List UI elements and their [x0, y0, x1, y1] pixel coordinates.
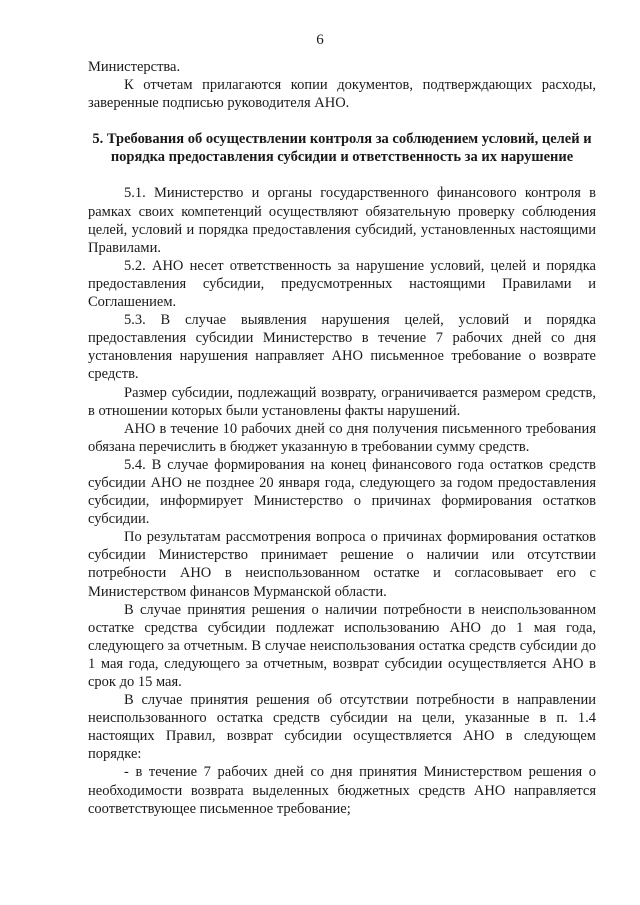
page-number: 6: [316, 32, 324, 48]
paragraph: По результатам рассмотрения вопроса о причинах формирования остатков субсидии Министерство принимает решение о наличии или отсутствии потребности АНО в неиспользованном остатке и согласовывает его с Министерством финансов Мурманской области.: [88, 529, 596, 600]
paragraph: Размер субсидии, подлежащий возврату, ограничивается размером средств, в отношении которых были установлены факты нарушений.: [88, 384, 596, 419]
paragraph: Министерства.: [88, 59, 181, 75]
document-body: [88, 58, 596, 818]
paragraph: К отчетам прилагаются копии документов, подтверждающих расходы, заверенные подписью руководителя АНО.: [88, 77, 596, 112]
paragraph-5-1: 5.1. Министерство и органы государственного финансового контроля в рамках своих компетенций осуществляют обязательную проверку соблюдения целей, условий и порядка предоставления субсидий, установленных настоящими Правилами.: [88, 185, 596, 256]
paragraph-5-3: 5.3. В случае выявления нарушения целей, условий и порядка предоставления субсидии Министерство в течение 7 рабочих дней со дня установления нарушения направляет АНО письменное требование о возврате средств.: [88, 312, 596, 383]
paragraph: В случае принятия решения об отсутствии потребности в направлении неиспользованного остатка средств субсидии на цели, указанные в п. 1.4 настоящих Правил, возврат субсидии осуществляется АНО в следующем порядке:: [88, 692, 596, 763]
section-title: 5. Требования об осуществлении контроля за соблюдением условий, целей и порядка предоставления субсидии и ответственность за их нарушение: [92, 131, 592, 166]
list-item: - в течение 7 рабочих дней со дня принятия Министерством решения о необходимости возврата выделенных бюджетных средств АНО направляется соответствующее письменное требование;: [88, 764, 596, 817]
paragraph: В случае принятия решения о наличии потребности в неиспользованном остатке средства субсидии подлежат использованию АНО до 1 мая года, следующего за отчетным. В случае неиспользования остатка средств субсидии до 1 мая года, следующего за отчетным, возврат субсидии осуществляется АНО в срок до 15 мая.: [88, 601, 596, 690]
paragraph: АНО в течение 10 рабочих дней со дня получения письменного требования обязана перечислить в бюджет указанную в требовании сумму средств.: [88, 420, 596, 455]
paragraph-5-4: 5.4. В случае формирования на конец финансового года остатков средств субсидии АНО не позднее 20 января года, следующего за годом предоставления субсидии, информирует Министерство о причинах формирования остатков субсидии.: [88, 456, 596, 528]
paragraph-5-2: 5.2. АНО несет ответственность за нарушение условий, целей и порядка предоставления субсидии, предусмотренных настоящими Правилами и Соглашением.: [88, 257, 596, 311]
